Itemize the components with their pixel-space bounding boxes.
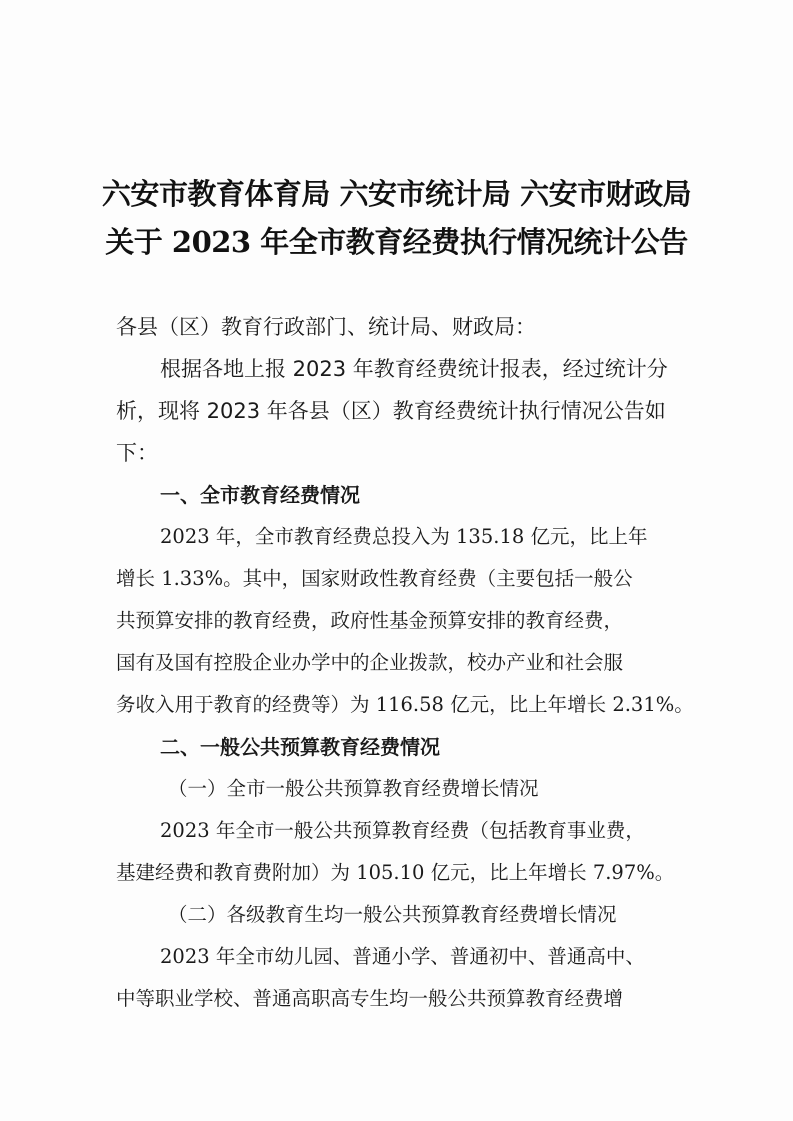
body-line: 共预算安排的教育经费，政府性基金预算安排的教育经费， (116, 609, 624, 632)
body-line: 国有及国有控股企业办学中的企业拨款，校办产业和社会服 (116, 651, 624, 674)
body-line: 增长 1.33%。其中，国家财政性教育经费（主要包括一般公 (116, 567, 633, 590)
subsection-heading: （二）各级教育生均一般公共预算教育经费增长情况 (168, 903, 617, 926)
document-title-line-2: 关于 2023 年全市教育经费执行情况统计公告 (105, 225, 688, 259)
section-heading: 一、全市教育经费情况 (160, 483, 360, 507)
document-title-line-1: 六安市教育体育局 六安市统计局 六安市财政局 (101, 177, 692, 211)
intro-line: 下： (116, 441, 158, 465)
body-line: 中等职业学校、普通高职高专生均一般公共预算教育经费增 (116, 987, 624, 1010)
body-line: 2023 年全市幼儿园、普通小学、普通初中、普通高中、 (160, 945, 645, 968)
body-line: 2023 年全市一般公共预算教育经费（包括教育事业费， (160, 819, 645, 842)
body-line: 2023 年，全市教育经费总投入为 135.18 亿元，比上年 (160, 525, 648, 548)
subsection-heading: （一）全市一般公共预算教育经费增长情况 (168, 777, 539, 800)
intro-line: 根据各地上报 2023 年教育经费统计报表，经过统计分 (160, 357, 668, 381)
intro-line: 析，现将 2023 年各县（区）教育经费统计执行情况公告如 (116, 399, 666, 423)
body-line: 基建经费和教育费附加）为 105.10 亿元，比上年增长 7.97%。 (116, 861, 675, 884)
addressee: 各县（区）教育行政部门、统计局、财政局： (116, 315, 536, 339)
section-heading: 二、一般公共预算教育经费情况 (160, 735, 440, 759)
body-line: 务收入用于教育的经费等）为 116.58 亿元，比上年增长 2.31%。 (116, 693, 694, 716)
